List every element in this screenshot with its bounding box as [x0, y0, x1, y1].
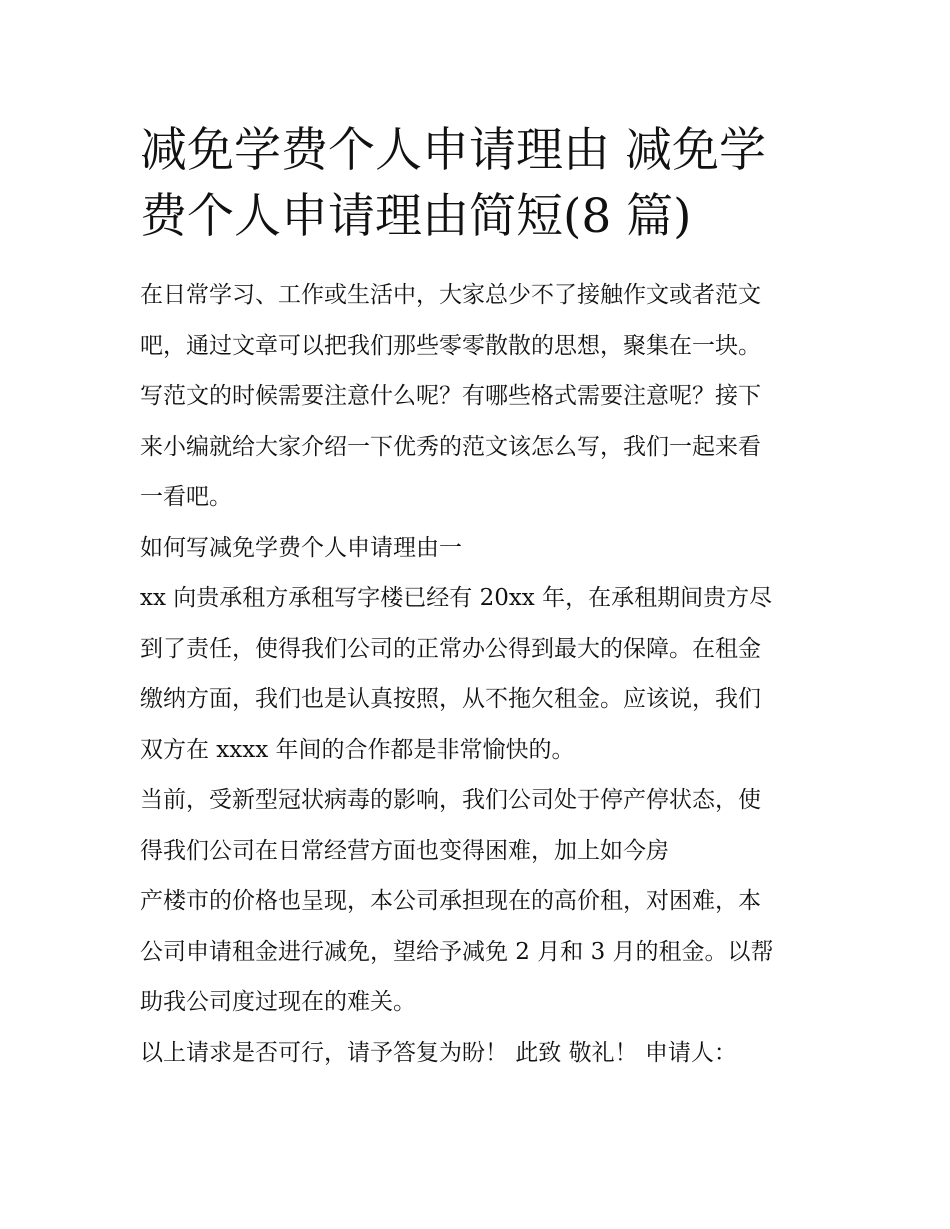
body-line: 得我们公司在日常经营方面也变得困难，加上如今房 — [140, 837, 669, 864]
body-line: xx 向贵承租方承租写字楼已经有 20xx 年，在承租期间贵方尽 — [140, 585, 773, 611]
title-line-2: 费个人申请理由简短(8 篇) — [140, 189, 692, 244]
section-heading-text: 如何写减免学费个人申请理由一 — [140, 534, 462, 561]
intro-line: 来小编就给大家介绍一下优秀的范文该怎么写，我们一起来看 — [140, 433, 761, 460]
body-line: 产楼市的价格也呈现，本公司承担现在的高价租，对困难，本 — [140, 888, 761, 914]
intro-line: 写范文的时候需要注意什么呢？有哪些格式需要注意呢？接下 — [140, 383, 761, 409]
title-line-1: 减免学费个人申请理由 减免学 — [140, 123, 766, 178]
intro-line: 在日常学习、工作或生活中，大家总少不了接触作文或者范文 — [140, 282, 761, 308]
body-line: 双方在 xxxx 年间的合作都是非常愉快的。 — [140, 736, 575, 763]
intro-paragraph — [140, 270, 812, 523]
body-line: 当前，受新型冠状病毒的影响，我们公司处于停产停状态，使 — [140, 787, 761, 813]
body-line: 公司申请租金进行减免，望给予减免 2 月和 3 月的租金。以帮 — [140, 938, 774, 965]
body-line: 助我公司度过现在的难关。 — [140, 989, 416, 1015]
intro-line: 吧，通过文章可以把我们那些零零散散的思想，聚集在一块。 — [140, 332, 761, 359]
body-paragraph-1 — [140, 573, 812, 775]
document-title — [140, 118, 810, 250]
body-line: 缴纳方面，我们也是认真按照，从不拖欠租金。应该说，我们 — [140, 686, 761, 712]
section-heading — [140, 523, 812, 574]
closing-paragraph — [140, 1028, 812, 1079]
closing-line: 以上请求是否可行，请予答复为盼！ 此致 敬礼！ 申请人： — [140, 1039, 737, 1066]
body-paragraph-2 — [140, 775, 812, 1028]
intro-line: 一看吧。 — [140, 484, 232, 510]
body-line: 到了责任，使得我们公司的正常办公得到最大的保障。在租金 — [140, 635, 761, 662]
